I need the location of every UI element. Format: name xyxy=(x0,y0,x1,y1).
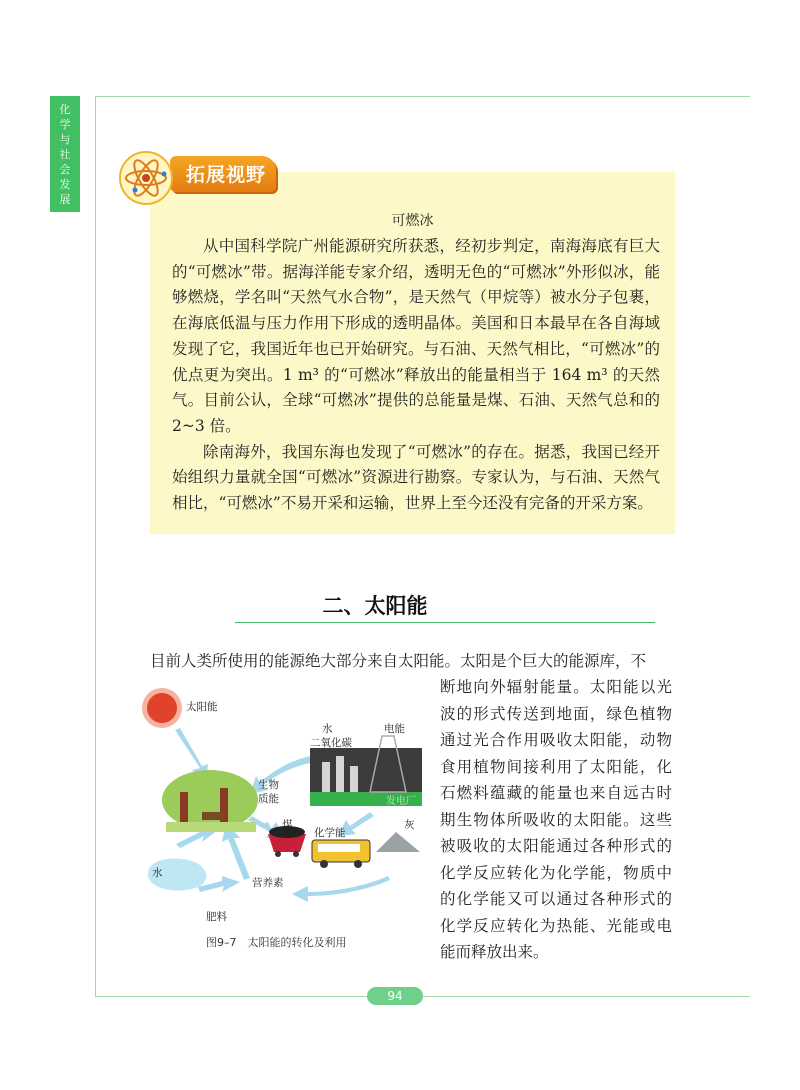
side-tab-char: 与 xyxy=(59,132,71,146)
left-rule xyxy=(95,96,96,996)
section-body: 断地向外辐射能量。太阳能以光波的形式传送到地面，绿色植物通过光合作用吸收太阳能，动物食用植物间接利用了太阳能，化石燃料蕴藏的能量也来自远古时期生物体所吸收的太阳能。这些被吸收的太阳能通过各种形式的化学反应转化为化学能，物质中的化学能又可以通过各种形式的化学反应转化为热能、光能或电能而释放出来。 xyxy=(440,678,672,961)
section-intro: 目前人类所使用的能源绝大部分来自太阳能。太阳是个巨大的能源库，不 xyxy=(150,652,647,670)
solar-energy-figure xyxy=(140,680,430,930)
label-ash: 灰 xyxy=(404,819,415,831)
label-biomass-1: 生物 xyxy=(258,779,279,791)
side-tab-char: 学 xyxy=(59,117,71,131)
label-biomass-2: 质能 xyxy=(258,793,279,805)
atom-icon xyxy=(118,150,174,206)
label-electric: 电能 xyxy=(384,723,405,735)
side-tab-char: 展 xyxy=(59,192,71,206)
extension-paragraph: 从中国科学院广州能源研究所获悉，经初步判定，南海海底有巨大的“可燃冰”带。据海洋能专家介绍，透明无色的“可燃冰”外形似冰，能够燃烧，学名叫“天然气水合物”，是天然气（甲烷等）被水分子包裹，在海底低温与压力作用下形成的透明晶体。美国和日本最早在各自海域发现了它，我国近年也已开始研究。与石油、天然气相比，“可燃冰”的优点更为突出。1 m³ 的“可燃冰”释放出的能量相当于 164 m³ 的天然气。目前公认，全球“可燃冰”提供的总能量是煤、石油、天然气总和的 2~3 倍。 xyxy=(172,237,660,435)
side-tab-char: 发 xyxy=(59,177,71,191)
label-water: 水 xyxy=(152,867,163,879)
label-power-plant: 发电厂 xyxy=(386,796,416,807)
label-sun: 太阳能 xyxy=(186,701,218,713)
label-co2: 二氧化碳 xyxy=(310,737,352,749)
extension-title: 可燃冰 xyxy=(391,213,434,229)
trees-icon xyxy=(162,770,258,832)
top-rule xyxy=(95,96,750,97)
side-tab-char: 化 xyxy=(59,102,71,116)
page-number: 94 xyxy=(367,987,423,1005)
extension-paragraph: 除南海外，我国东海也发现了“可燃冰”的存在。据悉，我国已经开始组织力量就全国“可燃冰”资源进行勘察。专家认为，与石油、天然气相比，“可燃冰”不易开采和运输，世界上至今还没有完备的开采方案。 xyxy=(172,442,660,513)
label-nutrients: 营养素 xyxy=(252,877,284,889)
extension-text xyxy=(172,234,660,517)
section-title-rule xyxy=(235,622,655,623)
label-water-top: 水 xyxy=(322,723,333,735)
sun-icon xyxy=(142,688,182,728)
label-chemical: 化学能 xyxy=(314,827,346,839)
side-tab-char: 会 xyxy=(59,162,71,176)
label-coal: 煤 xyxy=(282,819,293,831)
extension-badge-label: 拓展视野 xyxy=(186,164,267,186)
side-tab-char: 社 xyxy=(59,147,71,161)
figure-caption: 图9–7 太阳能的转化及利用 xyxy=(206,936,347,949)
section-title: 二、太阳能 xyxy=(322,594,428,618)
chapter-side-tab xyxy=(50,96,80,212)
label-fertilizer: 肥料 xyxy=(206,911,227,923)
